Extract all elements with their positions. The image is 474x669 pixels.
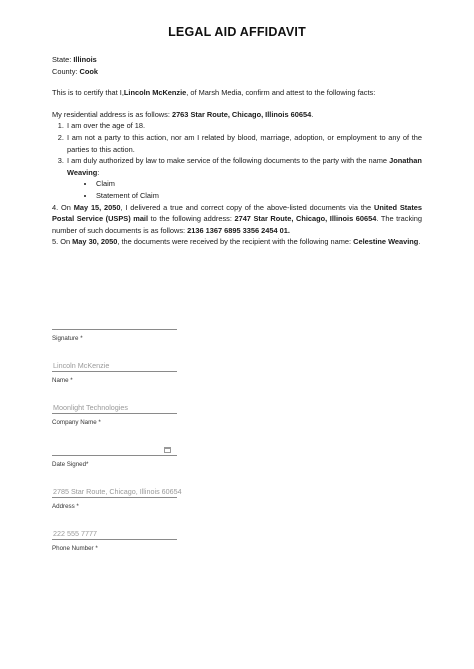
address-input[interactable]: 2785 Star Route, Chicago, Illinois 60654 [53,487,182,496]
company-name-label: Company Name * [52,419,101,426]
signature-field[interactable] [52,300,177,342]
document-item: • Statement of Claim [95,190,422,202]
receipt-date: May 30, 2050 [72,237,118,247]
fact-item-3-text: I am duly authorized by law to make service of the following documents to the party with the name [67,156,390,166]
phone-number-label: Phone Number * [52,545,98,552]
item5-num: 5. On [52,237,73,247]
address-pre: My residential address is as follows: [52,109,172,119]
name-rule [52,371,177,372]
item4-num: 4. On [52,202,74,212]
company-name-rule [52,413,177,414]
company-name-input[interactable]: Moonlight Technologies [53,403,128,412]
recipient-name: Celestine Weaving [353,237,419,247]
county-line [52,66,422,78]
date-signed-rule [52,455,177,456]
calendar-icon[interactable] [164,447,171,453]
fact-item-2: 2. I am not a party to this action, nor am I related by blood, marriage, adoption, or employment to any of the parties to this action. [66,132,422,155]
address-label: Address * [52,503,79,510]
address-rule [52,497,177,498]
documents-list [67,178,422,201]
county-value: Cook [79,66,99,76]
delivery-date: May 15, 2050 [73,202,121,212]
address-field[interactable] [52,468,182,510]
state-value: Illinois [73,55,97,64]
item4-text-2: to the following address: [148,214,235,224]
affidavit-body [52,54,422,248]
company-name-field[interactable] [52,384,177,426]
phone-number-input[interactable]: 222 555 7777 [53,529,97,538]
affiant-name: Lincoln McKenzie [123,88,187,98]
page-title: LEGAL AID AFFIDAVIT [168,25,306,39]
certify-pre: This is to certify that I, [52,88,124,98]
fact-item-1: 1. I am over the age of 18. [66,120,422,132]
facts-list [52,120,422,201]
delivery-service: United States Postal Service (USPS) mail [52,202,423,224]
phone-number-rule [52,539,177,540]
state-label: State: [52,55,74,64]
certify-post: , of Marsh Media, confirm and attest to the following facts: [186,88,376,98]
address-post: . [311,109,314,119]
name-input[interactable]: Lincoln McKenzie [53,361,110,370]
residential-address-line [52,109,422,121]
name-label: Name * [52,377,73,384]
residential-address: 2763 Star Route, Chicago, Illinois 60654 [171,109,312,119]
tracking-number: 2136 1367 6895 3356 2454 01. [187,225,290,235]
phone-number-field[interactable] [52,510,177,552]
fact-item-4 [52,202,422,237]
signature-rule [52,329,177,330]
fact-item-5 [52,236,422,248]
name-field[interactable] [52,342,177,384]
state-line [52,54,422,66]
date-signed-field[interactable] [52,426,177,468]
fact-item-3 [66,155,422,201]
item4-text-3: . The tracking number of such documents is as follows: [52,214,423,235]
signature-label: Signature * [52,335,83,342]
county-label: County: [52,66,80,76]
document-item: • Claim [95,178,422,190]
fact-item-3-colon: : [97,167,100,177]
delivery-address: 2747 Star Route, Chicago, Illinois 60654 [234,214,377,224]
served-party-name: Jonathan Weaving [67,156,422,177]
signature-form [52,300,182,552]
item5-text-1: , the documents were received by the recipient with the following name: [117,237,354,247]
item5-text-2: . [418,237,421,247]
item4-text-1: , I delivered a true and correct copy of the above-listed documents via the [120,202,374,212]
certify-statement [52,87,422,99]
date-signed-label: Date Signed* [52,461,89,468]
